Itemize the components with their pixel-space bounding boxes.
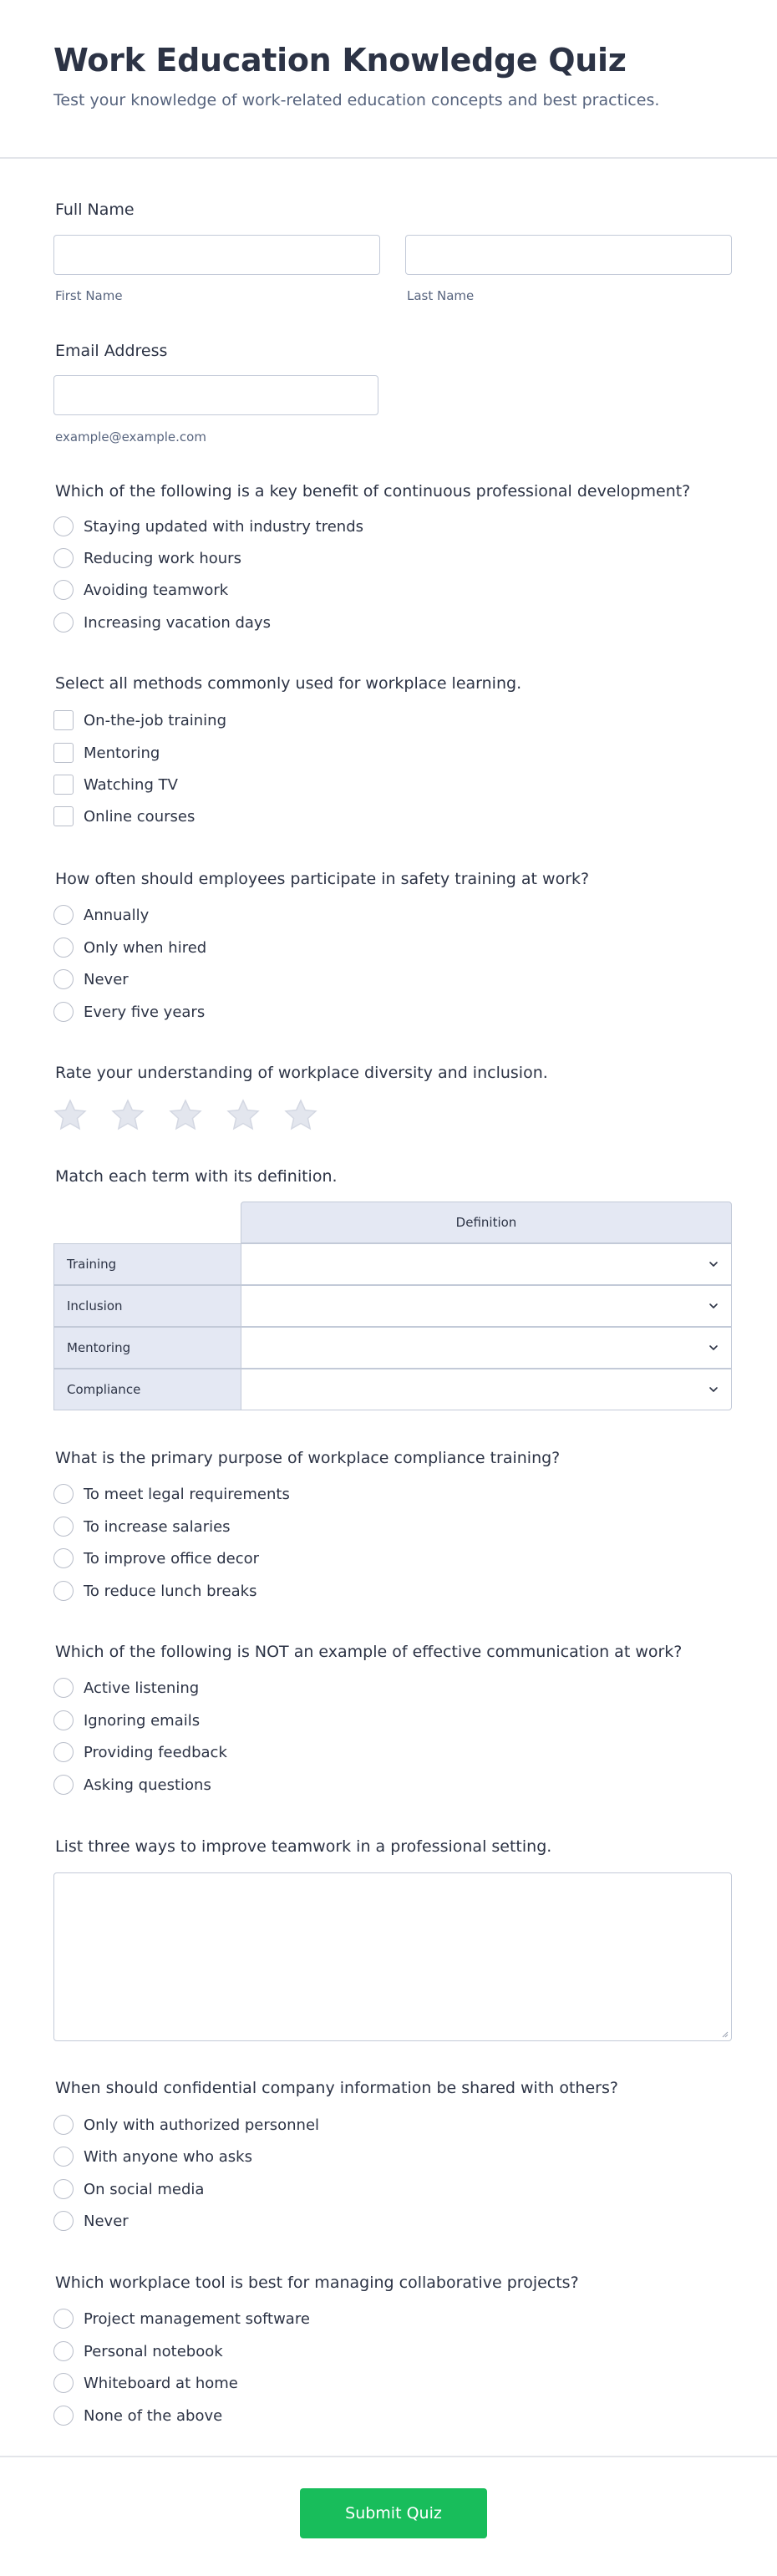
q3-option[interactable] (53, 904, 149, 926)
q3-option[interactable] (53, 937, 206, 958)
option-label: Whiteboard at home (84, 2374, 238, 2392)
q4-label: What is the primary purpose of workplace compliance training? (55, 1449, 561, 1467)
q7-label: When should confidential company information be shared with others? (55, 2079, 618, 2097)
q2-option[interactable] (53, 709, 226, 731)
option-label: Never (84, 2212, 129, 2230)
radio-button[interactable] (53, 2115, 74, 2135)
q5-label: Which of the following is NOT an example of effective communication at work? (55, 1643, 683, 1661)
radio-button[interactable] (53, 2309, 74, 2329)
q5-option[interactable] (53, 1741, 227, 1763)
star-icon[interactable] (225, 1097, 262, 1134)
option-label: To meet legal requirements (84, 1485, 290, 1503)
q4-option[interactable] (53, 1547, 259, 1569)
radio-button[interactable] (53, 1548, 74, 1568)
definition-select[interactable] (241, 1327, 732, 1369)
radio-button[interactable] (53, 1002, 74, 1022)
matrix-row (53, 1285, 732, 1327)
option-label: Providing feedback (84, 1743, 227, 1761)
q7-option[interactable] (53, 2178, 204, 2200)
option-label: Avoiding teamwork (84, 581, 229, 599)
checkbox[interactable] (53, 710, 74, 730)
matrix-row (53, 1369, 732, 1410)
q3-option[interactable] (53, 1001, 205, 1023)
option-label: Ignoring emails (84, 1711, 201, 1730)
email-label: Email Address (55, 342, 168, 360)
radio-button[interactable] (53, 937, 74, 958)
radio-button[interactable] (53, 969, 74, 989)
option-label: Asking questions (84, 1776, 211, 1794)
q1-option[interactable] (53, 579, 228, 601)
radio-button[interactable] (53, 1775, 74, 1795)
q3-label: How often should employees participate in safety training at work? (55, 870, 590, 888)
matrix-row-label: Compliance (53, 1369, 241, 1410)
radio-button[interactable] (53, 1581, 74, 1601)
q3-option[interactable] (53, 968, 129, 990)
q6-label: List three ways to improve teamwork in a professional setting. (55, 1837, 552, 1856)
form-header (0, 0, 777, 159)
resize-grip-icon[interactable] (720, 2030, 729, 2038)
matrix-row-label: Training (53, 1243, 241, 1285)
option-label: Increasing vacation days (84, 613, 271, 632)
footer-divider (0, 2456, 777, 2457)
option-label: To improve office decor (84, 1549, 260, 1567)
option-label: To increase salaries (84, 1517, 231, 1536)
radio-button[interactable] (53, 2406, 74, 2426)
matrix-label: Match each term with its definition. (55, 1167, 338, 1186)
email-input[interactable] (53, 375, 378, 415)
q7-option[interactable] (53, 2146, 252, 2167)
q4-option[interactable] (53, 1580, 256, 1602)
definition-select[interactable] (241, 1243, 732, 1285)
checkbox[interactable] (53, 806, 74, 826)
option-label: Watching TV (84, 775, 178, 794)
radio-button[interactable] (53, 1710, 74, 1730)
rating-label: Rate your understanding of workplace diversity and inclusion. (55, 1064, 548, 1082)
option-label: Never (84, 970, 129, 988)
q4-option[interactable] (53, 1516, 231, 1537)
matrix-row-label: Mentoring (53, 1327, 241, 1369)
definition-select[interactable] (241, 1369, 732, 1410)
radio-button[interactable] (53, 1517, 74, 1537)
q8-option[interactable] (53, 2372, 238, 2394)
first-name-sublabel: First Name (55, 288, 123, 303)
last-name-sublabel: Last Name (407, 288, 475, 303)
definition-select[interactable] (241, 1285, 732, 1327)
email-sublabel: example@example.com (55, 429, 206, 445)
matrix-column-header: Definition (241, 1202, 732, 1243)
submit-quiz-button[interactable]: Submit Quiz (300, 2488, 487, 2538)
page-title: Work Education Knowledge Quiz (53, 42, 627, 79)
option-label: To reduce lunch breaks (84, 1582, 257, 1600)
radio-button[interactable] (53, 1742, 74, 1762)
radio-button[interactable] (53, 2147, 74, 2167)
q5-option[interactable] (53, 1774, 211, 1796)
q1-label: Which of the following is a key benefit of continuous professional development? (55, 482, 691, 500)
matrix-row-label: Inclusion (53, 1285, 241, 1327)
teamwork-textarea[interactable] (53, 1872, 732, 2041)
page-subtitle: Test your knowledge of work-related education concepts and best practices. (53, 91, 660, 109)
matrix-row (53, 1327, 732, 1369)
radio-button[interactable] (53, 2373, 74, 2393)
radio-button[interactable] (53, 580, 74, 600)
radio-button[interactable] (53, 2179, 74, 2199)
full-name-label: Full Name (55, 201, 135, 219)
q5-option[interactable] (53, 1677, 199, 1699)
option-label: Active listening (84, 1679, 200, 1697)
option-label: With anyone who asks (84, 2147, 252, 2166)
star-icon[interactable] (109, 1097, 146, 1134)
q8-option[interactable] (53, 2405, 222, 2426)
q2-option[interactable] (53, 774, 178, 795)
option-label: Staying updated with industry trends (84, 517, 364, 536)
q2-label: Select all methods commonly used for workplace learning. (55, 674, 522, 693)
radio-button[interactable] (53, 516, 74, 536)
option-label: Mentoring (84, 744, 160, 762)
q8-option[interactable] (53, 2340, 223, 2362)
chevron-down-icon (708, 1342, 719, 1354)
option-label: Online courses (84, 807, 196, 826)
q1-option[interactable] (53, 516, 363, 537)
star-icon[interactable] (282, 1097, 319, 1134)
option-label: None of the above (84, 2406, 223, 2425)
radio-button[interactable] (53, 1678, 74, 1698)
option-label: Only when hired (84, 938, 207, 957)
chevron-down-icon (708, 1300, 719, 1312)
radio-button[interactable] (53, 548, 74, 568)
q8-label: Which workplace tool is best for managing collaborative projects? (55, 2274, 579, 2292)
radio-button[interactable] (53, 2341, 74, 2361)
q7-option[interactable] (53, 2210, 129, 2232)
q2-option[interactable] (53, 742, 160, 764)
checkbox[interactable] (53, 775, 74, 795)
star-icon[interactable] (52, 1097, 89, 1134)
q1-option[interactable] (53, 547, 241, 569)
q7-option[interactable] (53, 2114, 319, 2136)
option-label: Every five years (84, 1003, 206, 1021)
q5-option[interactable] (53, 1710, 200, 1731)
last-name-input[interactable] (405, 235, 732, 275)
q8-option[interactable] (53, 2308, 310, 2330)
option-label: Reducing work hours (84, 549, 241, 567)
star-icon[interactable] (167, 1097, 204, 1134)
option-label: Personal notebook (84, 2342, 223, 2360)
first-name-input[interactable] (53, 235, 380, 275)
q2-option[interactable] (53, 805, 195, 827)
radio-button[interactable] (53, 2211, 74, 2231)
option-label: On-the-job training (84, 711, 226, 729)
q1-option[interactable] (53, 612, 271, 633)
option-label: Annually (84, 906, 150, 924)
option-label: Project management software (84, 2309, 310, 2328)
option-label: Only with authorized personnel (84, 2116, 320, 2134)
radio-button[interactable] (53, 905, 74, 925)
chevron-down-icon (708, 1258, 719, 1270)
chevron-down-icon (708, 1384, 719, 1395)
checkbox[interactable] (53, 743, 74, 763)
option-label: On social media (84, 2180, 205, 2198)
q4-option[interactable] (53, 1483, 290, 1505)
matrix-row (53, 1243, 732, 1285)
star-rating[interactable] (52, 1097, 340, 1134)
radio-button[interactable] (53, 612, 74, 633)
radio-button[interactable] (53, 1484, 74, 1504)
